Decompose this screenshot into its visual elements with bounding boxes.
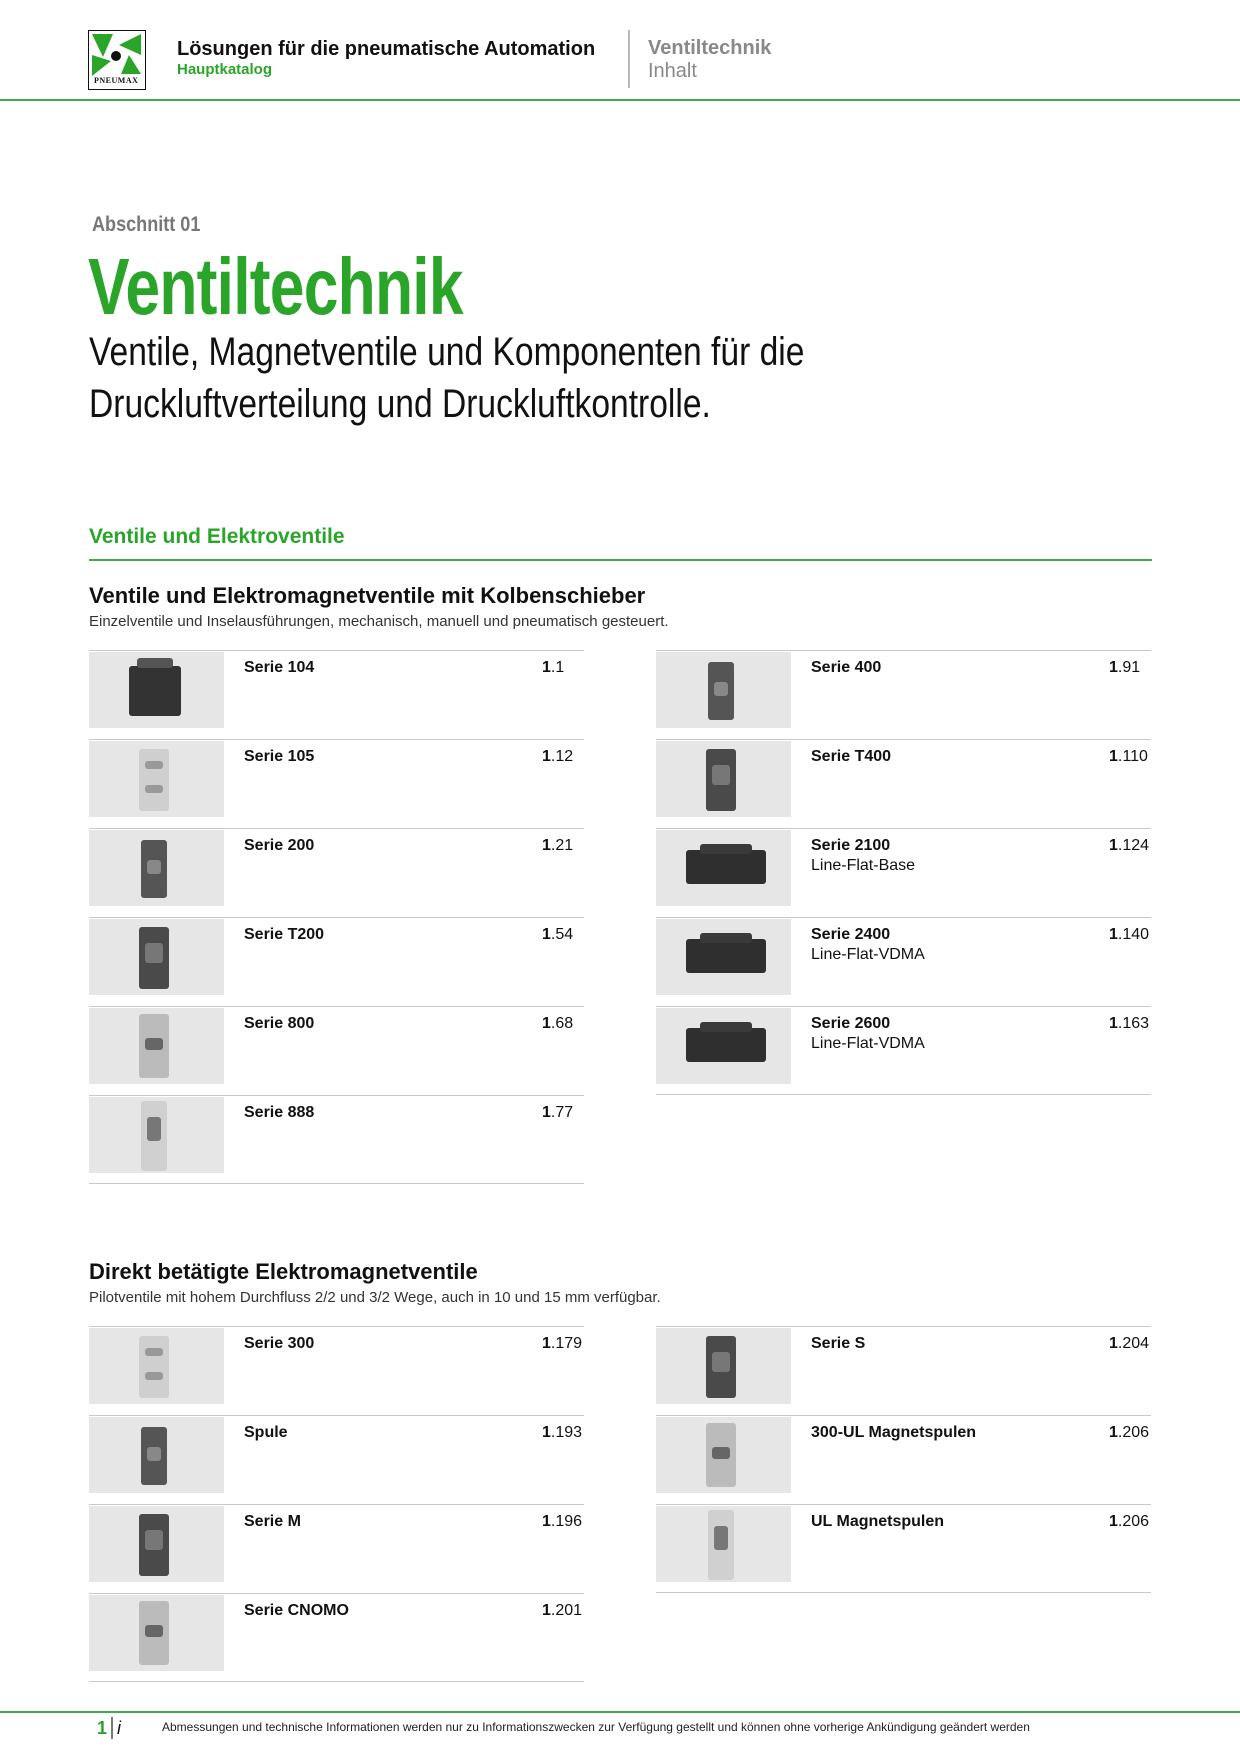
- page-subtitle: [89, 326, 1013, 430]
- product-shape: [145, 1372, 163, 1380]
- product-image: [656, 830, 791, 906]
- product-row[interactable]: [89, 1504, 584, 1595]
- page-chapter: 1: [1109, 1513, 1118, 1530]
- product-image: [656, 1417, 791, 1493]
- page-reference[interactable]: [1109, 1424, 1149, 1442]
- footer-rule: [0, 1711, 1240, 1713]
- product-shape: [147, 860, 161, 874]
- page-number-ref: .193: [550, 1424, 583, 1441]
- page-chapter: 1: [542, 1335, 551, 1352]
- product-row[interactable]: [89, 1095, 584, 1186]
- page-reference[interactable]: [1109, 926, 1149, 944]
- product-row[interactable]: [89, 1415, 584, 1506]
- page-reference[interactable]: [1109, 1513, 1149, 1531]
- page-reference[interactable]: [542, 659, 564, 677]
- group-description: Einzelventile und Inselausführungen, mechanisch, manuell und pneumatisch gesteuert.: [89, 613, 669, 630]
- product-shape: [686, 939, 766, 973]
- category-rule: [89, 559, 1152, 561]
- page-number-ref: .54: [550, 926, 574, 943]
- product-name: Serie 104: [244, 659, 315, 676]
- product-shape: [145, 785, 163, 793]
- page-chapter: 1: [542, 659, 551, 676]
- product-name: Serie 400: [811, 659, 882, 676]
- product-image: [89, 1008, 224, 1084]
- page-number-ref: .206: [1117, 1513, 1150, 1530]
- page-reference[interactable]: [542, 926, 573, 944]
- page-reference[interactable]: [542, 1602, 582, 1620]
- page-reference[interactable]: [1109, 748, 1148, 766]
- product-name: Serie 800: [244, 1015, 315, 1032]
- product-name: Serie 300: [244, 1335, 315, 1352]
- list-end-rule: [89, 1681, 584, 1682]
- product-image: [89, 652, 224, 728]
- header-page-label: Inhalt: [648, 60, 697, 82]
- product-name: 300-UL Magnetspulen: [811, 1424, 977, 1441]
- product-row[interactable]: [89, 917, 584, 1008]
- category-heading: Ventile und Elektroventile: [89, 525, 345, 548]
- product-shape: [686, 850, 766, 884]
- product-shape: [714, 1526, 728, 1550]
- product-shape: [700, 933, 752, 943]
- page-chapter: 1: [1109, 926, 1118, 943]
- page-chapter: 1: [1109, 1015, 1118, 1032]
- product-name: Serie S: [811, 1335, 866, 1352]
- page-reference[interactable]: [542, 837, 573, 855]
- product-shape: [714, 682, 728, 696]
- product-image: [89, 1506, 224, 1582]
- product-row[interactable]: [656, 917, 1151, 1008]
- page-reference[interactable]: [542, 1104, 573, 1122]
- subtitle-line-2: Druckluftverteilung und Druckluftkontrolle.: [89, 382, 711, 426]
- page-number-ref: .196: [550, 1513, 583, 1530]
- page-number-ref: .201: [550, 1602, 583, 1619]
- product-shape: [700, 1022, 752, 1032]
- page-chapter: 1: [542, 1015, 551, 1032]
- product-shape: [145, 1348, 163, 1356]
- product-shape: [147, 1117, 161, 1141]
- page-number-ref: .163: [1117, 1015, 1150, 1032]
- product-shape: [129, 666, 181, 716]
- group-heading: Direkt betätigte Elektromagnetventile: [89, 1259, 478, 1284]
- product-shape: [145, 1625, 163, 1637]
- product-shape: [712, 1352, 730, 1372]
- product-shape: [712, 1447, 730, 1459]
- product-name: Serie 105: [244, 748, 315, 765]
- product-row[interactable]: [656, 739, 1151, 830]
- logo-text: PNEUMAX: [94, 76, 139, 85]
- page-reference[interactable]: [542, 1513, 582, 1531]
- disclaimer-note: Abmessungen und technische Informationen werden nur zu Informationszwecken zur Verfügung gestellt und können ohne vorherige Ankündigung geändert werden: [162, 1720, 1030, 1734]
- page-chapter: 1: [542, 1513, 551, 1530]
- product-shape: [145, 1038, 163, 1050]
- product-shape: [686, 1028, 766, 1062]
- product-image: [656, 919, 791, 995]
- product-image: [89, 1097, 224, 1173]
- product-image: [89, 919, 224, 995]
- page-number-ref: .91: [1117, 659, 1141, 676]
- page-number-ref: .110: [1117, 748, 1148, 765]
- product-image: [89, 830, 224, 906]
- page-reference[interactable]: [542, 1335, 582, 1353]
- page-title: Ventiltechnik: [88, 242, 463, 331]
- page-number-ref: .179: [550, 1335, 583, 1352]
- product-image: [656, 1008, 791, 1084]
- product-row[interactable]: [89, 1326, 584, 1417]
- page-number: 1: [97, 1718, 108, 1738]
- product-row[interactable]: [656, 828, 1151, 919]
- page-number-ref: .68: [550, 1015, 574, 1032]
- product-shape: [145, 1530, 163, 1550]
- product-name: Serie 200: [244, 837, 315, 854]
- product-name: Serie 2600: [811, 1015, 891, 1032]
- product-row[interactable]: [89, 1593, 584, 1684]
- list-end-rule: [656, 1094, 1151, 1095]
- product-name: Serie 888: [244, 1104, 315, 1121]
- page-number-divider: [111, 1717, 113, 1739]
- page-reference[interactable]: [1109, 1335, 1149, 1353]
- section-label: Abschnitt 01: [92, 213, 201, 236]
- header-divider: [628, 30, 630, 88]
- product-shape: [145, 761, 163, 769]
- list-end-rule: [656, 1592, 1151, 1593]
- page-chapter: 1: [542, 748, 551, 765]
- page-reference[interactable]: [542, 748, 573, 766]
- subtitle-line-1: Ventile, Magnetventile und Komponenten für die: [89, 330, 805, 374]
- page-number-ref: .1: [550, 659, 565, 676]
- page-number-ref: .124: [1117, 837, 1150, 854]
- page-chapter: 1: [1109, 1424, 1118, 1441]
- product-subtitle: Line-Flat-VDMA: [811, 946, 925, 963]
- product-row[interactable]: [656, 1006, 1151, 1097]
- product-image: [656, 741, 791, 817]
- page-number-ref: .140: [1117, 926, 1150, 943]
- product-row[interactable]: [656, 1415, 1151, 1506]
- page-number-ref: .206: [1117, 1424, 1150, 1441]
- product-name: Serie 2400: [811, 926, 891, 943]
- page-number-ref: .12: [550, 748, 574, 765]
- product-row[interactable]: [89, 739, 584, 830]
- product-image: [656, 1506, 791, 1582]
- product-row[interactable]: [656, 1504, 1151, 1595]
- product-image: [89, 1417, 224, 1493]
- product-name: UL Magnetspulen: [811, 1513, 945, 1530]
- product-row[interactable]: [89, 650, 584, 741]
- product-shape: [147, 1447, 161, 1461]
- product-shape: [145, 943, 163, 963]
- product-shape: [712, 765, 730, 785]
- product-name: Spule: [244, 1424, 288, 1441]
- page-chapter: 1: [542, 1104, 551, 1121]
- product-image: [656, 1328, 791, 1404]
- page-chapter: 1: [1109, 748, 1118, 765]
- pneumax-logo: [88, 30, 146, 90]
- page-chapter: 1: [542, 837, 551, 854]
- product-image: [89, 741, 224, 817]
- group-heading: Ventile und Elektromagnetventile mit Kolbenschieber: [89, 583, 646, 608]
- product-subtitle: Line-Flat-VDMA: [811, 1035, 925, 1052]
- product-name: Serie M: [244, 1513, 301, 1530]
- product-name: Serie T200: [244, 926, 325, 943]
- product-row[interactable]: [656, 1326, 1151, 1417]
- page-chapter: 1: [542, 1424, 551, 1441]
- page-number-ref: .21: [550, 837, 574, 854]
- page-reference[interactable]: [542, 1015, 573, 1033]
- product-subtitle: Line-Flat-Base: [811, 857, 916, 874]
- page-reference[interactable]: [1109, 1015, 1149, 1033]
- product-shape: [137, 658, 173, 668]
- page-reference[interactable]: [1109, 659, 1140, 677]
- page-reference[interactable]: [1109, 837, 1149, 855]
- product-image: [656, 652, 791, 728]
- page-chapter: 1: [1109, 837, 1118, 854]
- group-description: Pilotventile mit hohem Durchfluss 2/2 und 3/2 Wege, auch in 10 und 15 mm verfügbar.: [89, 1289, 661, 1306]
- page-number-ref: .77: [550, 1104, 574, 1121]
- product-image: [89, 1595, 224, 1671]
- product-name: Serie CNOMO: [244, 1602, 349, 1619]
- page-number-ref: .204: [1117, 1335, 1150, 1352]
- product-row[interactable]: [89, 1006, 584, 1097]
- product-row[interactable]: [656, 650, 1151, 741]
- header-rule: [0, 99, 1240, 101]
- page-reference[interactable]: [542, 1424, 582, 1442]
- catalog-subtitle: Hauptkatalog: [177, 61, 273, 78]
- page-chapter: 1: [1109, 659, 1118, 676]
- page-chapter: 1: [542, 926, 551, 943]
- list-end-rule: [89, 1183, 584, 1184]
- product-shape: [139, 1336, 169, 1398]
- page-chapter: 1: [1109, 1335, 1118, 1352]
- product-row[interactable]: [89, 828, 584, 919]
- page-suffix: i: [117, 1718, 121, 1738]
- product-shape: [139, 749, 169, 811]
- catalog-title: Lösungen für die pneumatische Automation: [177, 38, 596, 60]
- product-name: Serie 2100: [811, 837, 891, 854]
- product-name: Serie T400: [811, 748, 892, 765]
- product-image: [89, 1328, 224, 1404]
- header-section: Ventiltechnik: [648, 37, 772, 59]
- page-chapter: 1: [542, 1602, 551, 1619]
- product-shape: [700, 844, 752, 854]
